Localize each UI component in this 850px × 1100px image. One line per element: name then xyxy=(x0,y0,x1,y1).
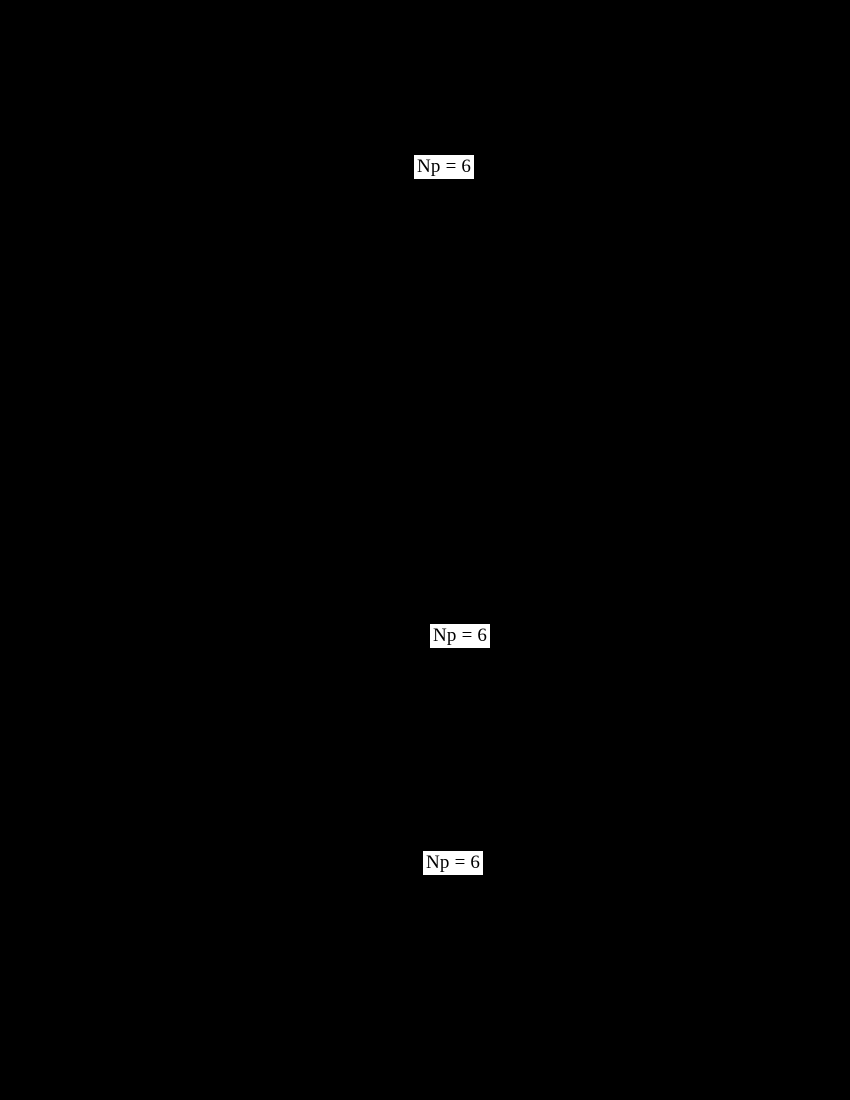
annotation-label-3 xyxy=(423,851,483,875)
annotation-label-3-text: Np = 6 xyxy=(426,852,481,873)
annotation-label-1 xyxy=(414,155,474,179)
annotation-label-2-text: Np = 6 xyxy=(433,625,488,646)
annotation-label-2 xyxy=(430,624,490,648)
annotation-label-1-text: Np = 6 xyxy=(417,156,472,177)
